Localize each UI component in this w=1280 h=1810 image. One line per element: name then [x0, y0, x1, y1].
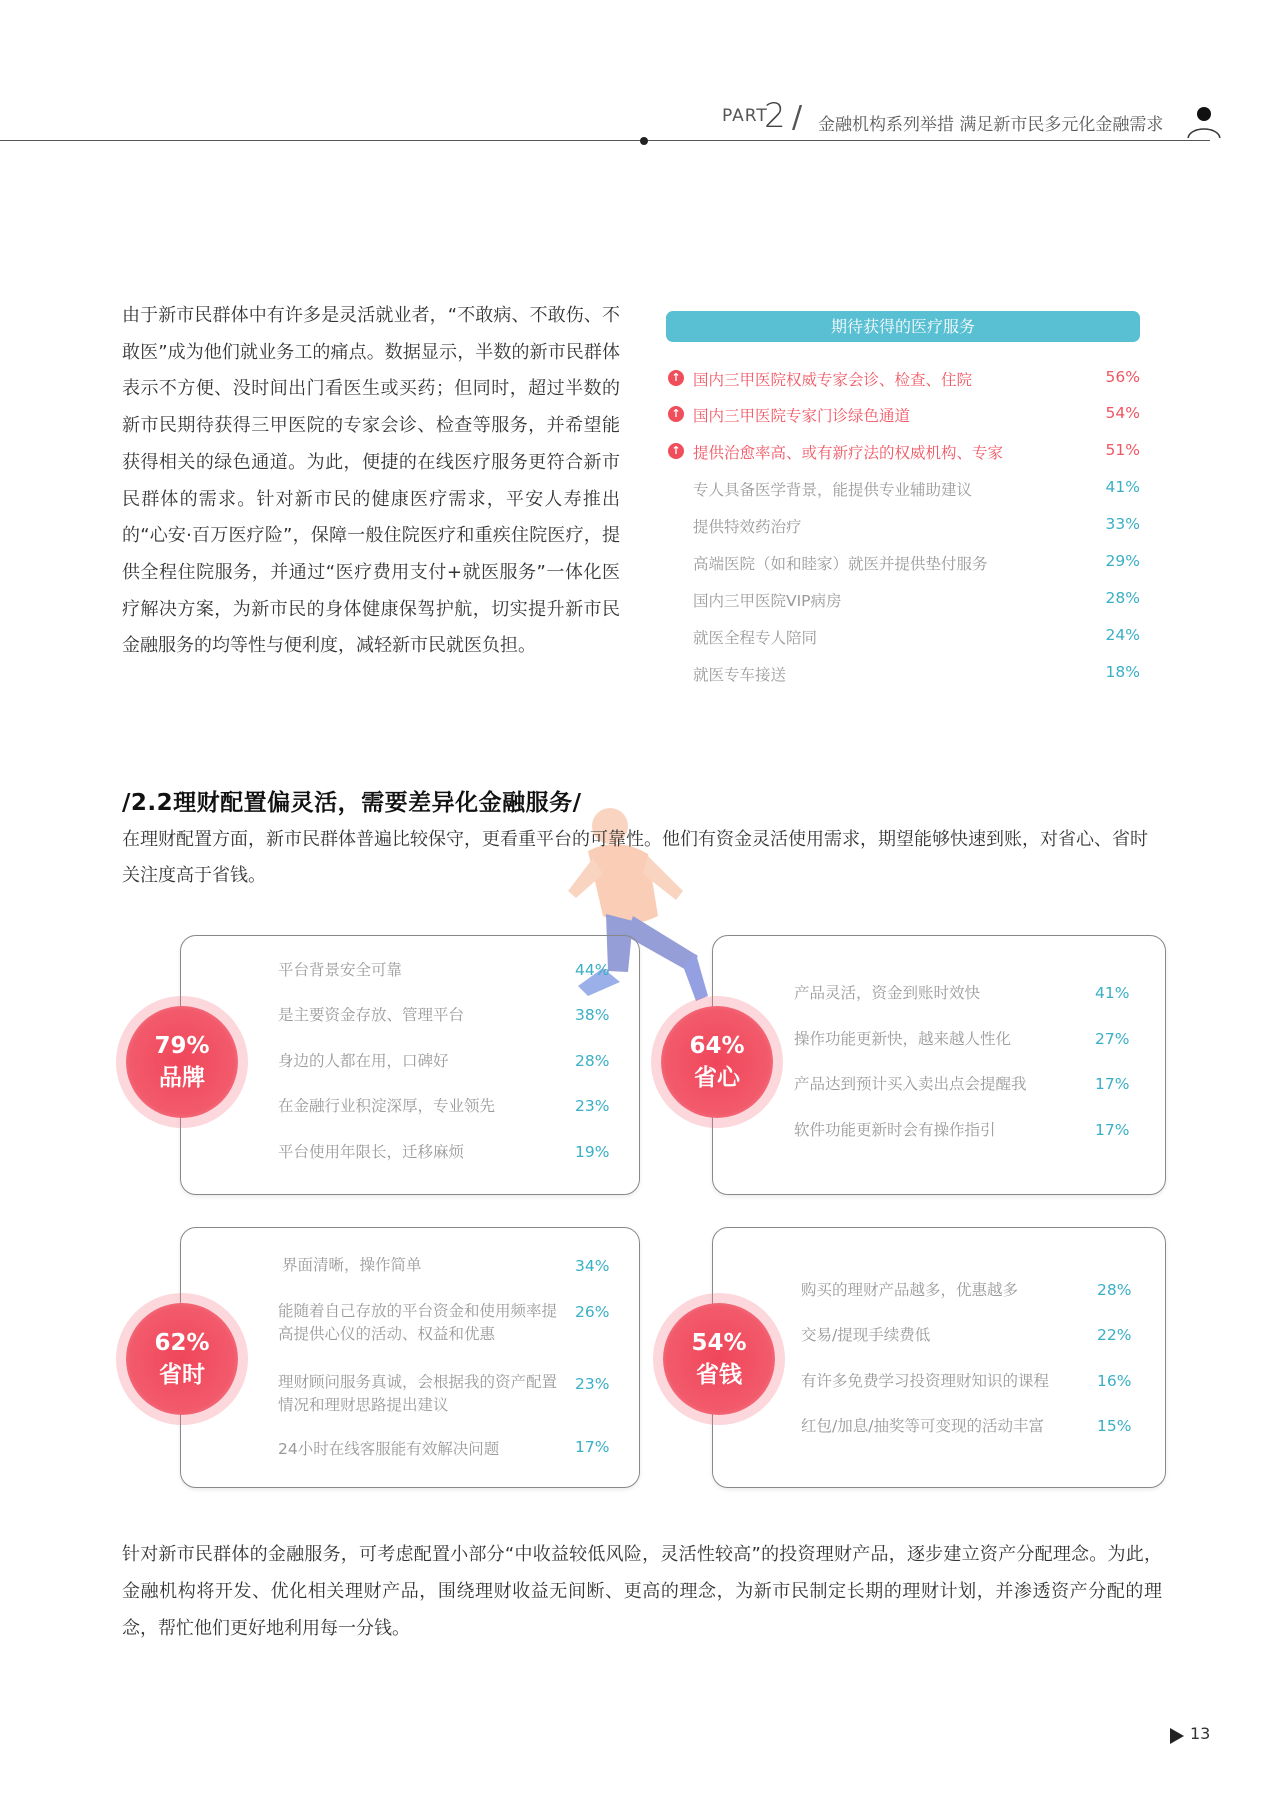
medical-item-pct: 56%: [1105, 368, 1140, 386]
card-money-saving-item-pct: 28%: [1097, 1281, 1132, 1299]
medical-item: [666, 513, 1140, 539]
header-part-number: 2: [764, 96, 786, 136]
medical-item: [666, 439, 1140, 465]
card-brand-item: 身边的人都在用，口碑好: [278, 1052, 449, 1070]
card-brand-item-pct: 38%: [575, 1006, 610, 1024]
card-time-saving-item: 24小时在线客服能有效解决问题: [278, 1440, 500, 1458]
medical-item-pct: 24%: [1105, 626, 1140, 644]
header-divider: [0, 140, 1210, 141]
medical-item: [666, 402, 1140, 428]
card-time-saving-item-pct: 34%: [575, 1257, 610, 1275]
section-intro: 在理财配置方面，新市民群体普遍比较保守，更看重平台的可靠性。他们有资金灵活使用需求，期望能够快速到账，对省心、省时关注度高于省钱。: [122, 829, 1148, 886]
medical-item: [666, 550, 1140, 576]
medical-item: [666, 587, 1140, 613]
card-time-saving-item: 能随着自己存放的平台资金和使用频率提高提供心仪的活动、权益和优惠: [278, 1302, 558, 1343]
medical-item-label: 国内三甲医院VIP病房: [693, 592, 842, 610]
card-money-saving-item: 有许多免费学习投资理财知识的课程: [801, 1372, 1050, 1390]
card-money-saving-item: 购买的理财产品越多，优惠越多: [801, 1281, 1019, 1299]
medical-item-label: 就医全程专人陪同: [693, 629, 818, 647]
card-time-saving-item: 理财顾问服务真诚，会根据我的资产配置情况和理财思路提出建议: [278, 1373, 558, 1414]
arrow-up-icon: ↑: [668, 443, 684, 459]
medical-list-title: 期待获得的医疗服务: [666, 311, 1140, 342]
medical-item-pct: 18%: [1105, 663, 1140, 681]
badge-time-saving-label: 省时: [159, 1362, 205, 1388]
badge-worry-free-pct: 64%: [689, 1033, 745, 1059]
medical-item: [666, 624, 1140, 650]
card-worry-free-item: 软件功能更新时会有操作指引: [794, 1121, 996, 1139]
card-worry-free-item: 产品灵活，资金到账时效快: [794, 984, 981, 1002]
badge-money-saving-label: 省钱: [696, 1362, 742, 1388]
play-arrow-icon: [1170, 1728, 1184, 1744]
medical-item-label: 提供特效药治疗: [693, 518, 802, 536]
card-time-saving-item: 界面清晰，操作简单: [282, 1256, 422, 1274]
card-worry-free-item: 产品达到预计买入卖出点会提醒我: [794, 1075, 1027, 1093]
card-brand-item: 平台背景安全可靠: [278, 961, 403, 979]
person-icon: [1186, 104, 1222, 140]
card-worry-free-item-pct: 17%: [1095, 1075, 1130, 1093]
card-brand-item-pct: 44%: [575, 961, 610, 979]
arrow-up-icon: ↑: [668, 406, 684, 422]
section-title: /2.2理财配置偏灵活，需要差异化金融服务/: [122, 790, 582, 816]
card-brand-item: 在金融行业积淀深厚，专业领先: [278, 1097, 496, 1115]
badge-brand: [126, 1006, 238, 1118]
closing-paragraph: 针对新市民群体的金融服务，可考虑配置小部分“中收益较低风险，灵活性较高”的投资理财产品，逐步建立资产分配理念。为此，金融机构将开发、优化相关理财产品，围绕理财收益无间断、更高的理念，为新市民制定长期的理财计划，并渗透资产分配的理念，帮忙他们更好地利用每一分钱。: [122, 1544, 1162, 1639]
card-worry-free-item: 操作功能更新快，越来越人性化: [794, 1030, 1012, 1048]
card-money-saving-item-pct: 15%: [1097, 1417, 1132, 1435]
medical-item: [666, 661, 1140, 687]
card-brand-item-pct: 23%: [575, 1097, 610, 1115]
header-slash: /: [792, 100, 803, 135]
medical-item-label: 就医专车接送: [693, 666, 787, 684]
medical-item-pct: 54%: [1105, 404, 1140, 422]
card-brand-item: 是主要资金存放、管理平台: [278, 1006, 465, 1024]
header-part-label: PART: [722, 106, 768, 126]
medical-item-pct: 51%: [1105, 441, 1140, 459]
medical-item-pct: 41%: [1105, 478, 1140, 496]
medical-item-label: 高端医院（如和睦家）就医并提供垫付服务: [693, 555, 988, 573]
card-money-saving-item-pct: 22%: [1097, 1326, 1132, 1344]
medical-item-pct: 33%: [1105, 515, 1140, 533]
medical-item: [666, 476, 1140, 502]
badge-brand-label: 品牌: [159, 1065, 205, 1091]
medical-item-label: 国内三甲医院专家门诊绿色通道: [693, 407, 911, 425]
card-worry-free-item-pct: 17%: [1095, 1121, 1130, 1139]
card-time-saving-item-pct: 17%: [575, 1438, 610, 1456]
badge-worry-free-label: 省心: [694, 1065, 740, 1091]
badge-money-saving-pct: 54%: [691, 1330, 747, 1356]
badge-time-saving-pct: 62%: [154, 1330, 210, 1356]
card-worry-free-item-pct: 27%: [1095, 1030, 1130, 1048]
medical-item: [666, 366, 1140, 392]
header-dot: [640, 137, 648, 145]
card-brand-item-pct: 28%: [575, 1052, 610, 1070]
card-money-saving-item: 红包/加息/抽奖等可变现的活动丰富: [801, 1417, 1044, 1435]
arrow-up-icon: ↑: [668, 370, 684, 386]
medical-item-pct: 29%: [1105, 552, 1140, 570]
badge-money-saving: [663, 1303, 775, 1415]
intro-paragraph: 由于新市民群体中有许多是灵活就业者，“不敢病、不敢伤、不敢医”成为他们就业务工的痛点。数据显示，半数的新市民群体表示不方便、没时间出门看医生或买药；但同时，超过半数的新市民期待获得三甲医院的专家会诊、检查等服务，并希望能获得相关的绿色通道。为此，便捷的在线医疗服务更符合新市民群体的需求。针对新市民的健康医疗需求，平安人寿推出的“心安·百万医疗险”，保障一般住院医疗和重疾住院医疗，提供全程住院服务，并通过“医疗费用支付+就医服务”一体化医疗解决方案，为新市民的身体健康保驾护航，切实提升新市民金融服务的均等性与便利度，减轻新市民就医负担。: [122, 305, 620, 657]
medical-item-label: 国内三甲医院权威专家会诊、检查、住院: [693, 371, 973, 389]
card-time-saving-item-pct: 26%: [575, 1303, 610, 1321]
badge-brand-pct: 79%: [154, 1033, 210, 1059]
badge-time-saving: [126, 1303, 238, 1415]
card-money-saving-item: 交易/提现手续费低: [801, 1326, 931, 1344]
medical-item-pct: 28%: [1105, 589, 1140, 607]
page-number: 13: [1190, 1724, 1211, 1743]
card-money-saving-item-pct: 16%: [1097, 1372, 1132, 1390]
card-time-saving-item-pct: 23%: [575, 1375, 610, 1393]
card-worry-free: [712, 935, 1166, 1195]
card-brand-item-pct: 19%: [575, 1143, 610, 1161]
medical-item-label: 提供治愈率高、或有新疗法的权威机构、专家: [693, 444, 1004, 462]
medical-item-label: 专人具备医学背景，能提供专业辅助建议: [693, 481, 973, 499]
card-money-saving: [712, 1227, 1166, 1488]
card-worry-free-item-pct: 41%: [1095, 984, 1130, 1002]
header-title: 金融机构系列举措 满足新市民多元化金融需求: [818, 115, 1164, 135]
badge-worry-free: [661, 1006, 773, 1118]
card-brand-item: 平台使用年限长，迁移麻烦: [278, 1143, 465, 1161]
